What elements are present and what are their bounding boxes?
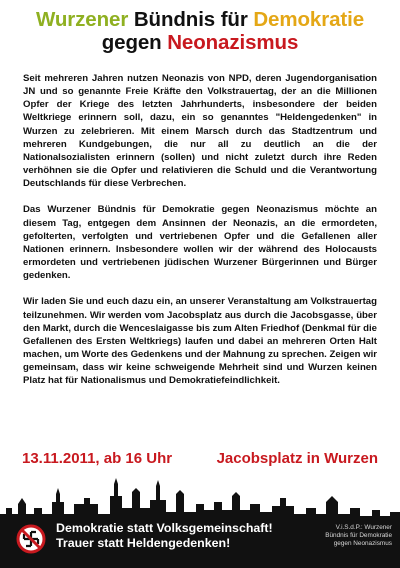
- visdp-line-3: gegen Neonazismus: [333, 540, 392, 548]
- title-line-2: [0, 31, 400, 54]
- flyer-body: [23, 72, 377, 400]
- visdp-line-2: Bündnis für Demokratie: [325, 532, 392, 540]
- no-swastika-icon: [16, 524, 46, 554]
- event-place: Jacobsplatz in Wurzen: [216, 450, 378, 467]
- footer-slogan: [56, 521, 273, 550]
- slogan-line-1: Demokratie statt Volksgemeinschaft!: [56, 521, 273, 535]
- title-line-1: [0, 8, 400, 31]
- visdp-line-1: V.i.S.d.P.: Wurzener: [335, 524, 392, 531]
- title-word-buendnis: Bündnis für: [133, 8, 248, 31]
- paragraph-invitation: Wir laden Sie und euch dazu ein, an unserer Veranstaltung am Volkstrauertag teilzunehmen. Wir werden vom Jacobsplatz aus durch die Jacobsgasse, über den Markt, durch die Wenceslaigasse bis zum Alten Friedhof (Denkmal für die Gefallenen des Ersten Weltkriegs) laufen und dabei an mehreren Orten Halt machen, um Worte des Gedenkens und der Mahnung zu sprechen. Zeigen wir gemeinsam, dass wir keine schweigende Mehrheit sind und Wurzen keinen Platz hat für Nationalismus und Demokratiefeindlichkeit.: [23, 296, 377, 387]
- flyer-title: [0, 8, 400, 54]
- title-word-neonazismus: Neonazismus: [167, 31, 299, 54]
- title-word-demokratie: Demokratie: [253, 8, 365, 31]
- title-word-wurzener: Wurzener: [35, 8, 129, 31]
- slogan-line-2: Trauer statt Heldengedenken!: [56, 535, 231, 550]
- paragraph-purpose: Das Wurzener Bündnis für Demokratie gegen Neonazismus möchte an diesem Tag, entgegen dem Ansinnen der Neonazis, an die ermordeten, gefolterten, verfolgten und vertriebenen Opfer und die Gefallenen aller Nationen erinnern. Insbesondere wollen wir der während des Holocausts ermordeten und vertriebenen jüdischen Wurzener Bürgerinnen und Bürger gedenken.: [23, 204, 377, 282]
- paragraph-intro: Seit mehreren Jahren nutzen Neonazis von NPD, deren Jugendorganisation JN und so genannte Freie Kräfte den Volkstrauertag, der an die Millionen Opfer der Kriege des letzten Jahrhunderts, insbesondere der beiden Weltkriege erinnern soll, dazu, ein so genanntes "Heldengedenken" in Wurzen zu zelebrieren. Mit einem Marsch durch das Stadtzentrum und mehreren Kundgebungen, die nur all zu deutlich an die der Nationalsozialisten erinnern (sollen) und nicht zuletzt durch ihre Reden verhöhnen sie die Opfer und relativieren die Schuld und die Verantwortung Deutschlands für diese Verbrechen.: [23, 73, 377, 190]
- title-word-gegen: gegen: [101, 31, 162, 54]
- event-date: 13.11.2011, ab 16 Uhr: [22, 450, 173, 467]
- visdp-imprint: [306, 524, 392, 549]
